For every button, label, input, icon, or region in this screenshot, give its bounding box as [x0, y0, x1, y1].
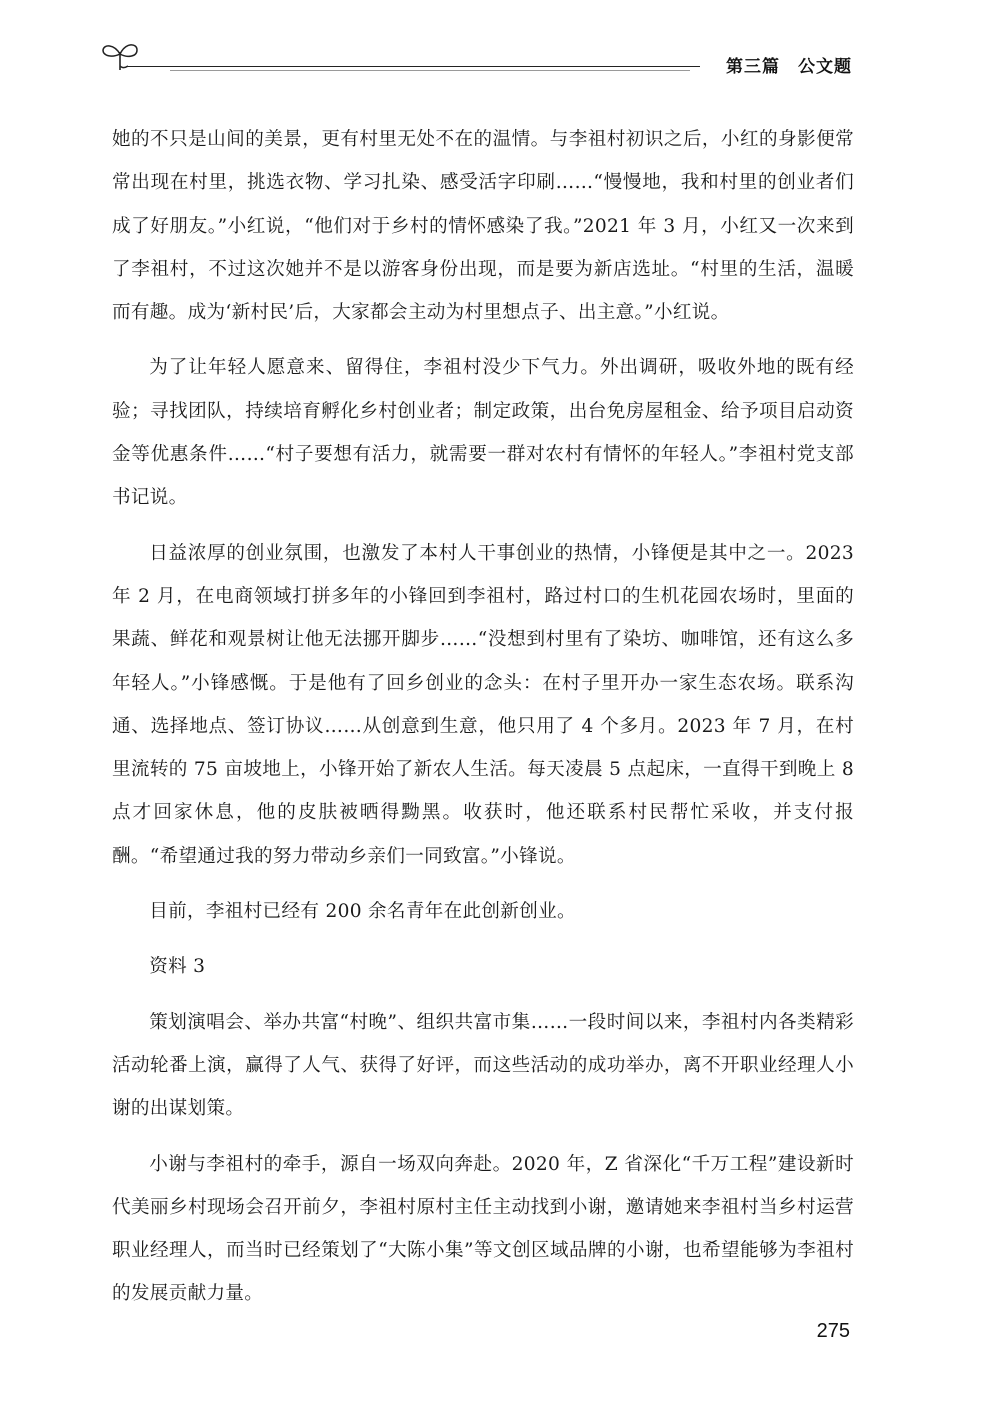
section-title: 第三篇 公文题	[726, 57, 852, 77]
paragraph: 为了让年轻人愿意来、留得住，李祖村没少下气力。外出调研，吸收外地的既有经验；寻找团队，持续培育孵化乡村创业者；制定政策，出台免房屋租金、给予项目启动资金等优惠条件……“村子要想有活力，就需要一群对农村有情怀的年轻人。”李祖村党支部书记说。	[112, 357, 854, 509]
paragraph: 策划演唱会、举办共富“村晚”、组织共富市集……一段时间以来，李祖村内各类精彩活动轮番上演，赢得了人气、获得了好评，而这些活动的成功举办，离不开职业经理人小谢的出谋划策。	[112, 1011, 854, 1120]
header-rule	[126, 66, 700, 67]
paragraph-continued: 她的不只是山间的美景，更有村里无处不在的温情。与李祖村初识之后，小红的身影便常常出现在村里，挑选衣物、学习扎染、感受活字印刷……“慢慢地，我和村里的创业者们成了好朋友。”小红说，“他们对于乡村的情怀感染了我。”2021 年 3 月，小红又一次来到了李祖村，不过这次她并不是以游客身份出现，而是要为新店选址。“村里的生活，温暖而有趣。成为‘新村民’后，大家都会主动为村里想点子、出主意。”小红说。	[112, 129, 854, 324]
page-body	[112, 118, 854, 1328]
page-header	[100, 40, 860, 80]
sprout-icon	[100, 40, 140, 74]
paragraph: 目前，李祖村已经有 200 余名青年在此创新创业。	[149, 901, 576, 923]
material-heading: 资料 3	[149, 956, 206, 978]
page-number: 275	[816, 1320, 850, 1342]
paragraph: 小谢与李祖村的牵手，源自一场双向奔赴。2020 年，Z 省深化“千万工程”建设新时代美丽乡村现场会召开前夕，李祖村原村主任主动找到小谢，邀请她来李祖村当乡村运营职业经理人，而当时已经策划了“大陈小集”等文创区域品牌的小谢，也希望能够为李祖村的发展贡献力量。	[112, 1153, 854, 1305]
header-rule-thin	[170, 70, 690, 71]
paragraph: 日益浓厚的创业氛围，也激发了本村人干事创业的热情，小锋便是其中之一。2023 年 2 月，在电商领域打拼多年的小锋回到李祖村，路过村口的生机花园农场时，里面的果蔬、鲜花和观景树让他无法挪开脚步……“没想到村里有了染坊、咖啡馆，还有这么多年轻人。”小锋感慨。于是他有了回乡创业的念头：在村子里开办一家生态农场。联系沟通、选择地点、签订协议……从创意到生意，他只用了 4 个多月。2023 年 7 月，在村里流转的 75 亩坡地上，小锋开始了新农人生活。每天凌晨 5 点起床，一直得干到晚上 8 点才回家休息，他的皮肤被晒得黝黑。收获时，他还联系村民帮忙采收，并支付报酬。“希望通过我的努力带动乡亲们一同致富。”小锋说。	[112, 542, 854, 867]
